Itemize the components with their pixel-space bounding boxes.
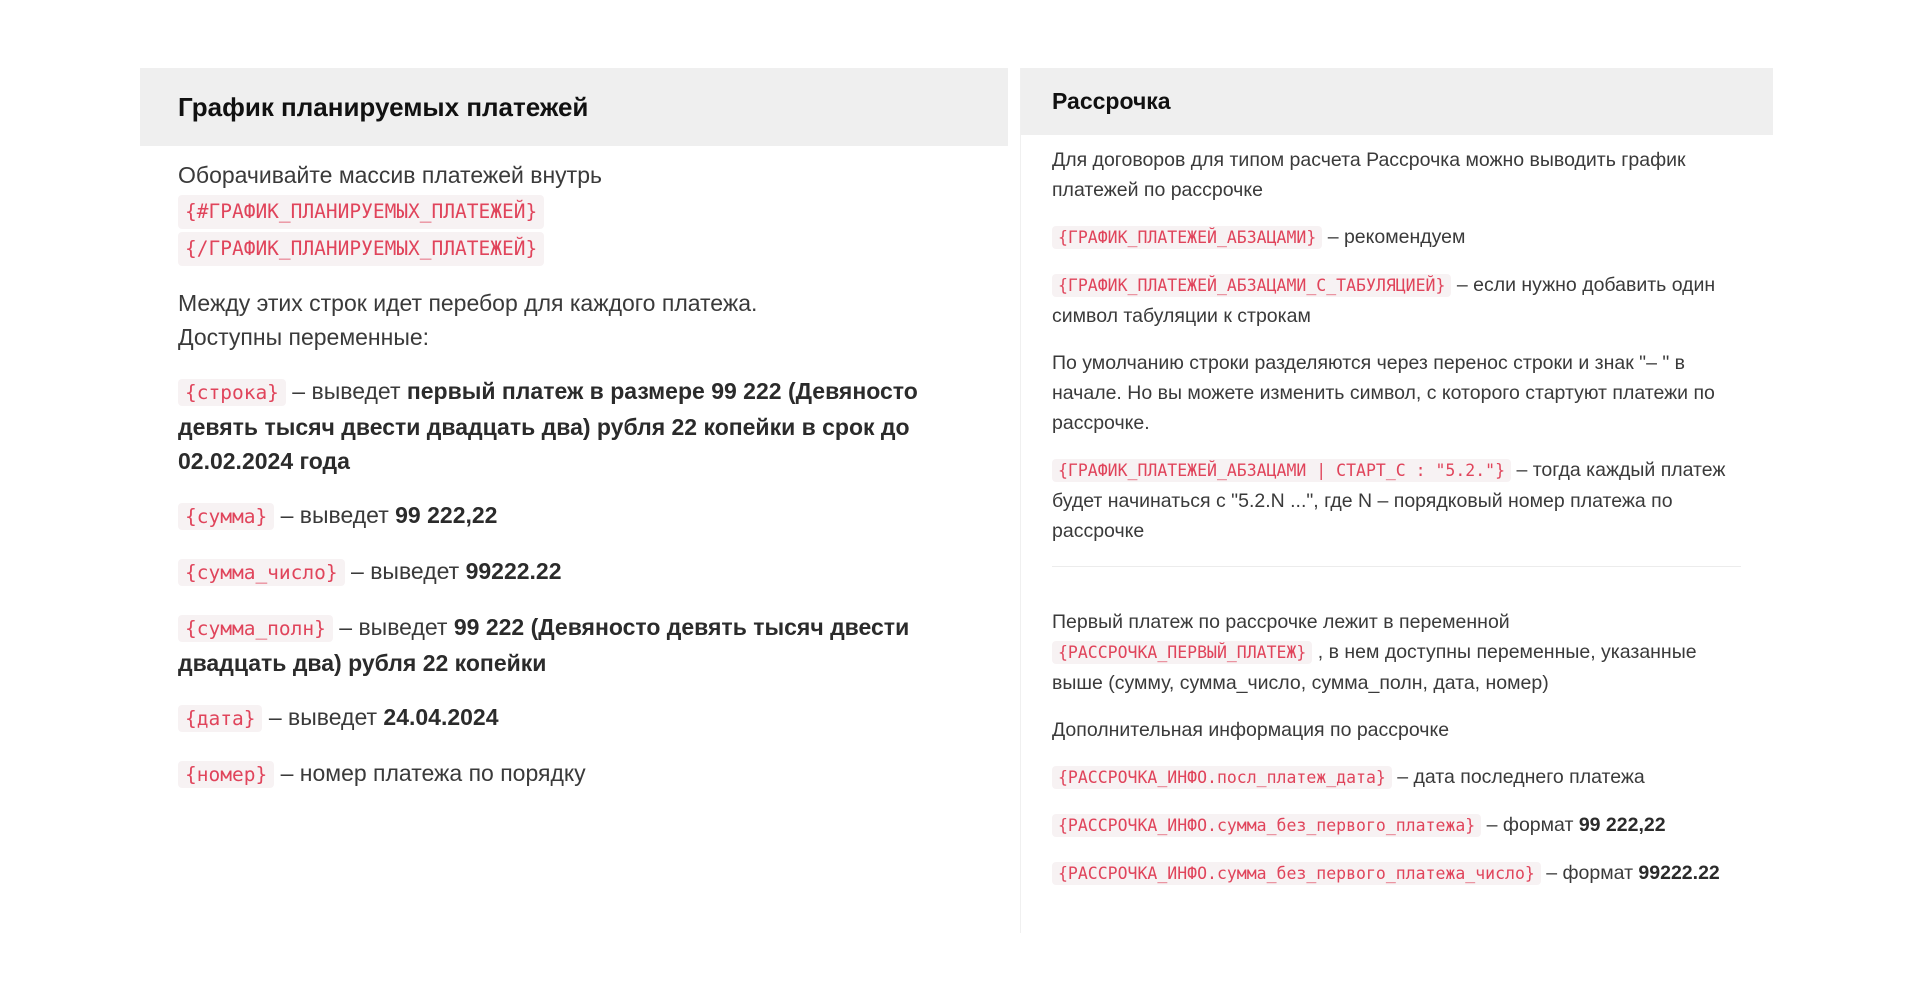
var-desc: – выведет — [274, 502, 396, 528]
installment-card — [1020, 68, 1773, 933]
var-desc: – выведет — [344, 558, 466, 584]
installment-title: Рассрочка — [1021, 68, 1773, 135]
payment-schedule-card — [140, 68, 1008, 796]
payment-schedule-body — [140, 146, 1008, 792]
var-example: 99 222 (Девяносто девять тысяч двести двадцать два) рубля 22 копейки — [178, 614, 910, 676]
option-desc: – тогда каждый платеж будет начинаться с "5.2.N ...", где N – порядковый номер платежа по рассрочке — [1052, 459, 1726, 542]
info-code: {РАССРОЧКА_ИНФО.посл_платеж_дата} — [1052, 766, 1392, 789]
var-row — [178, 498, 968, 534]
tag-open: {#ГРАФИК_ПЛАНИРУЕМЫХ_ПЛАТЕЖЕЙ} — [178, 195, 544, 229]
extra-info-title: Дополнительная информация по рассрочке — [1052, 719, 1450, 741]
option-desc: – если нужно добавить один символ табуляции к строкам — [1052, 274, 1716, 327]
wrap-instruction — [178, 158, 968, 266]
info-example: 99222.22 — [1638, 862, 1720, 884]
info-code: {РАССРОЧКА_ИНФО.сумма_без_первого_платежа} — [1052, 814, 1481, 837]
var-desc: – выведет — [262, 704, 384, 730]
option-desc: – рекомендуем — [1322, 226, 1466, 248]
installment-intro: Для договоров для типом расчета Рассрочка можно выводить график платежей по рассрочке — [1052, 149, 1686, 201]
var-desc: – номер платежа по порядку — [274, 760, 586, 786]
info-desc: – формат — [1540, 862, 1639, 884]
loop-line-2: Доступны переменные: — [178, 324, 430, 350]
info-example: 99 222,22 — [1578, 814, 1666, 836]
default-note: По умолчанию строки разделяются через перенос строки и знак "– " в начале. Но вы можете изменить символ, с которого стартуют платежи по рассрочке. — [1052, 352, 1715, 434]
var-example: 99 222,22 — [395, 502, 498, 528]
first-payment-after: , в нем доступны переменные, указанные выше (сумму, сумма_число, сумма_полн, дата, номер) — [1052, 641, 1697, 694]
option-code: {ГРАФИК_ПЛАТЕЖЕЙ_АБЗАЦАМИ_С_ТАБУЛЯЦИЕЙ} — [1052, 274, 1451, 297]
var-code: {сумма} — [178, 503, 274, 530]
var-code: {сумма_полн} — [178, 615, 333, 642]
var-example: первый платеж в размере 99 222 (Девяносто девять тысяч двести двадцать два) рубля 22 копейки в срок до 02.02.2024 года — [178, 378, 918, 474]
var-row — [178, 700, 968, 736]
option-row — [1052, 270, 1741, 331]
var-code: {строка} — [178, 379, 286, 406]
option-row — [1052, 222, 1741, 253]
var-row — [178, 554, 968, 590]
section-divider — [1052, 566, 1741, 567]
tag-close: {/ГРАФИК_ПЛАНИРУЕМЫХ_ПЛАТЕЖЕЙ} — [178, 232, 544, 266]
loop-line-1: Между этих строк идет перебор для каждого платежа. — [178, 290, 758, 316]
installment-body — [1021, 135, 1773, 889]
var-desc: – выведет — [285, 378, 407, 404]
var-code: {номер} — [178, 761, 274, 788]
first-payment-note — [1052, 607, 1741, 698]
var-row — [178, 610, 968, 680]
var-example: 99222.22 — [465, 558, 562, 584]
var-row — [178, 756, 968, 792]
info-code: {РАССРОЧКА_ИНФО.сумма_без_первого_платежа_число} — [1052, 862, 1541, 885]
var-example: 24.04.2024 — [383, 704, 499, 730]
option-code: {ГРАФИК_ПЛАТЕЖЕЙ_АБЗАЦАМИ} — [1052, 226, 1322, 249]
info-row — [1052, 762, 1741, 793]
first-payment-before: Первый платеж по рассрочке лежит в переменной — [1052, 611, 1510, 633]
info-row — [1052, 810, 1741, 841]
loop-description — [178, 286, 968, 354]
wrap-instruction-text: Оборачивайте массив платежей внутрь — [178, 162, 602, 188]
info-desc: – дата последнего платежа — [1391, 766, 1645, 788]
payment-schedule-title: График планируемых платежей — [140, 68, 1008, 146]
var-code: {сумма_число} — [178, 559, 345, 586]
var-desc: – выведет — [332, 614, 454, 640]
first-payment-code: {РАССРОЧКА_ПЕРВЫЙ_ПЛАТЕЖ} — [1052, 641, 1312, 664]
option-code: {ГРАФИК_ПЛАТЕЖЕЙ_АБЗАЦАМИ | СТАРТ_С : "5.2."} — [1052, 459, 1511, 482]
info-desc: – формат — [1481, 814, 1579, 836]
option-row — [1052, 455, 1741, 546]
var-code: {дата} — [178, 705, 262, 732]
var-row — [178, 374, 968, 478]
info-row — [1052, 858, 1741, 889]
